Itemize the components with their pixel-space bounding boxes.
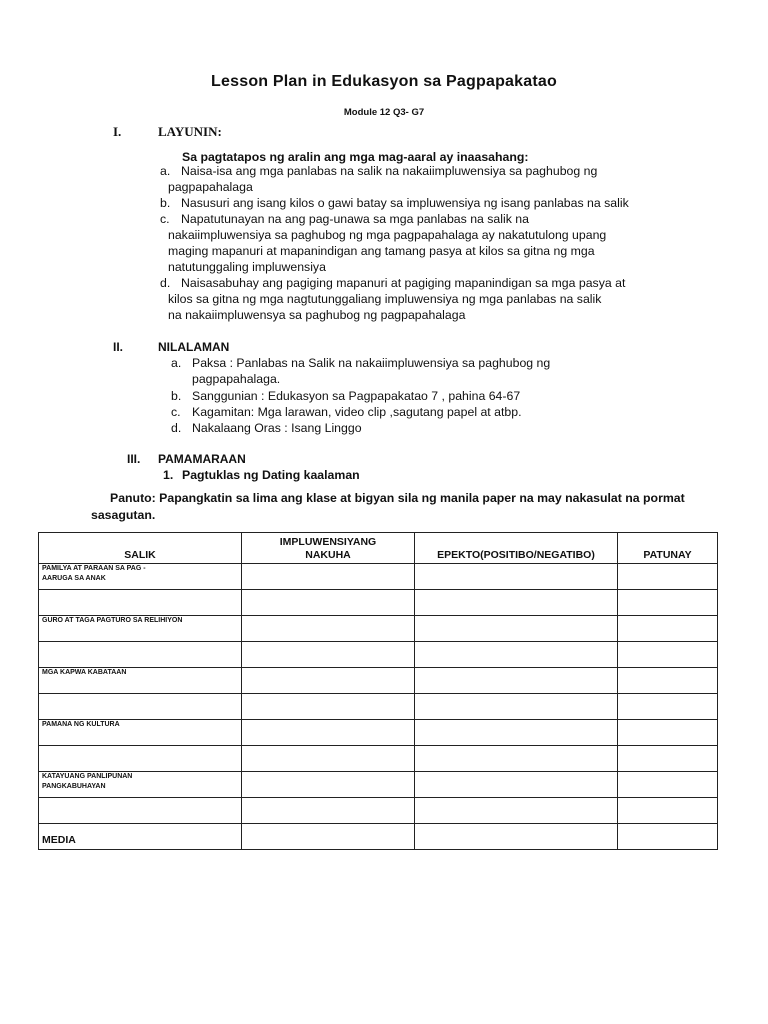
- column-header: IMPLUWENSIYANG NAKUHA: [242, 533, 415, 564]
- answer-cell[interactable]: [242, 824, 415, 850]
- table-row: [39, 668, 718, 694]
- answer-cell[interactable]: [618, 772, 718, 798]
- section-2-number: II.: [113, 340, 124, 354]
- salik-cell: MEDIA: [39, 824, 242, 850]
- salik-table: [38, 532, 718, 850]
- layunin-item-text: Naisasabuhay ang pagiging mapanuri at pagiging mapanindigan sa mga pasya at: [181, 276, 626, 290]
- answer-cell[interactable]: [242, 694, 415, 720]
- answer-cell[interactable]: [618, 590, 718, 616]
- table-row: [39, 564, 718, 590]
- layunin-item-label: a.: [160, 164, 171, 178]
- table-row: [39, 616, 718, 642]
- section-3-step: Pagtuklas ng Dating kaalaman: [182, 468, 360, 482]
- salik-cell: PAMANA NG KULTURA: [39, 720, 242, 746]
- answer-cell[interactable]: [618, 694, 718, 720]
- nilalaman-item-label: b.: [171, 389, 182, 403]
- nilalaman-item-text: Paksa : Panlabas na Salik na nakaiimpluwensiya sa paghubog ng: [192, 356, 551, 370]
- table-header-row: [39, 533, 718, 564]
- answer-cell[interactable]: [242, 590, 415, 616]
- section-1-number: I.: [113, 124, 122, 139]
- layunin-item-label: b.: [160, 196, 171, 210]
- answer-cell[interactable]: [415, 590, 618, 616]
- answer-cell[interactable]: [618, 642, 718, 668]
- column-header: PATUNAY: [618, 533, 718, 564]
- section-2-heading: NILALAMAN: [158, 340, 230, 354]
- module-label: Module 12 Q3- G7: [343, 107, 425, 118]
- salik-cell: GURO AT TAGA PAGTURO SA RELIHIYON: [39, 616, 242, 642]
- table-row: [39, 720, 718, 746]
- salik-cell: [39, 798, 242, 824]
- table-body: [39, 564, 718, 850]
- answer-cell[interactable]: [415, 564, 618, 590]
- nilalaman-item-label: a.: [171, 356, 182, 370]
- salik-cell: PAMILYA AT PARAAN SA PAG - AARUGA SA ANAK: [39, 564, 242, 590]
- layunin-item-text: Nasusuri ang isang kilos o gawi batay sa impluwensiya ng isang panlabas na salik: [181, 196, 629, 210]
- table-row: [39, 772, 718, 798]
- answer-cell[interactable]: [242, 772, 415, 798]
- answer-cell[interactable]: [242, 564, 415, 590]
- column-header: SALIK: [39, 533, 242, 564]
- answer-cell[interactable]: [618, 746, 718, 772]
- answer-cell[interactable]: [415, 824, 618, 850]
- nilalaman-item-text: Kagamitan: Mga larawan, video clip ,sagutang papel at atbp.: [192, 405, 522, 419]
- nilalaman-item-text: Nakalaang Oras : Isang Linggo: [192, 421, 362, 435]
- answer-cell[interactable]: [618, 720, 718, 746]
- answer-cell[interactable]: [242, 746, 415, 772]
- section-3-number: III.: [127, 452, 141, 466]
- salik-cell: [39, 746, 242, 772]
- section-1-intro: Sa pagtatapos ng aralin ang mga mag-aaral ay inaasahang:: [182, 150, 529, 164]
- layunin-item-text: na nakaiimpluwensya sa paghubog ng pagpapahalaga: [168, 308, 466, 322]
- answer-cell[interactable]: [618, 668, 718, 694]
- section-3-step-label: 1.: [163, 468, 174, 482]
- nilalaman-item-label: c.: [171, 405, 181, 419]
- table-row: [39, 746, 718, 772]
- answer-cell[interactable]: [415, 772, 618, 798]
- document-title: Lesson Plan in Edukasyon sa Pagpapakatao: [211, 73, 557, 90]
- answer-cell[interactable]: [242, 668, 415, 694]
- section-1-heading: LAYUNIN:: [158, 124, 222, 139]
- layunin-item-text: kilos sa gitna ng mga nagtutunggaliang impluwensiya ng mga panlabas na salik: [168, 292, 602, 306]
- answer-cell[interactable]: [415, 616, 618, 642]
- answer-cell[interactable]: [415, 694, 618, 720]
- answer-cell[interactable]: [415, 668, 618, 694]
- salik-cell: MGA KAPWA KABATAAN: [39, 668, 242, 694]
- answer-cell[interactable]: [242, 798, 415, 824]
- section-3-heading: PAMAMARAAN: [158, 452, 246, 466]
- answer-cell[interactable]: [415, 746, 618, 772]
- table-row: [39, 694, 718, 720]
- nilalaman-item-text: pagpapahalaga.: [192, 372, 281, 386]
- panuto-instructions: Panuto: Papangkatin sa lima ang klase at bigyan sila ng manila paper na may nakasulat na pormat sasagutan.: [91, 491, 685, 522]
- answer-cell[interactable]: [618, 564, 718, 590]
- column-header: EPEKTO(POSITIBO/NEGATIBO): [415, 533, 618, 564]
- answer-cell[interactable]: [242, 616, 415, 642]
- answer-cell[interactable]: [618, 616, 718, 642]
- table-row: [39, 642, 718, 668]
- layunin-item-label: c.: [160, 212, 170, 226]
- answer-cell[interactable]: [415, 720, 618, 746]
- layunin-item-label: d.: [160, 276, 171, 290]
- table-row: [39, 590, 718, 616]
- layunin-item-text: natutunggaling impluwensiya: [168, 260, 326, 274]
- answer-cell[interactable]: [242, 642, 415, 668]
- layunin-item-text: maging mapanuri at mapanindigan ang tamang pasya at kilos sa gitna ng mga: [168, 244, 595, 258]
- layunin-item-text: pagpapahalaga: [168, 180, 253, 194]
- nilalaman-item-label: d.: [171, 421, 182, 435]
- answer-cell[interactable]: [618, 824, 718, 850]
- salik-cell: KATAYUANG PANLIPUNAN PANGKABUHAYAN: [39, 772, 242, 798]
- answer-cell[interactable]: [415, 798, 618, 824]
- answer-cell[interactable]: [415, 642, 618, 668]
- layunin-item-text: Napatutunayan na ang pag-unawa sa mga panlabas na salik na: [181, 212, 529, 226]
- nilalaman-item-text: Sanggunian : Edukasyon sa Pagpapakatao 7 , pahina 64-67: [192, 389, 521, 403]
- table-row: [39, 798, 718, 824]
- answer-cell[interactable]: [242, 720, 415, 746]
- salik-cell: [39, 694, 242, 720]
- answer-cell[interactable]: [618, 798, 718, 824]
- table-row: [39, 824, 718, 850]
- layunin-item-text: Naisa-isa ang mga panlabas na salik na nakaiimpluwensiya sa paghubog ng: [181, 164, 598, 178]
- salik-cell: [39, 642, 242, 668]
- layunin-item-text: nakaiimpluwensiya sa paghubog ng mga pagpapahalaga ay nakatutulong upang: [168, 228, 607, 242]
- salik-cell: [39, 590, 242, 616]
